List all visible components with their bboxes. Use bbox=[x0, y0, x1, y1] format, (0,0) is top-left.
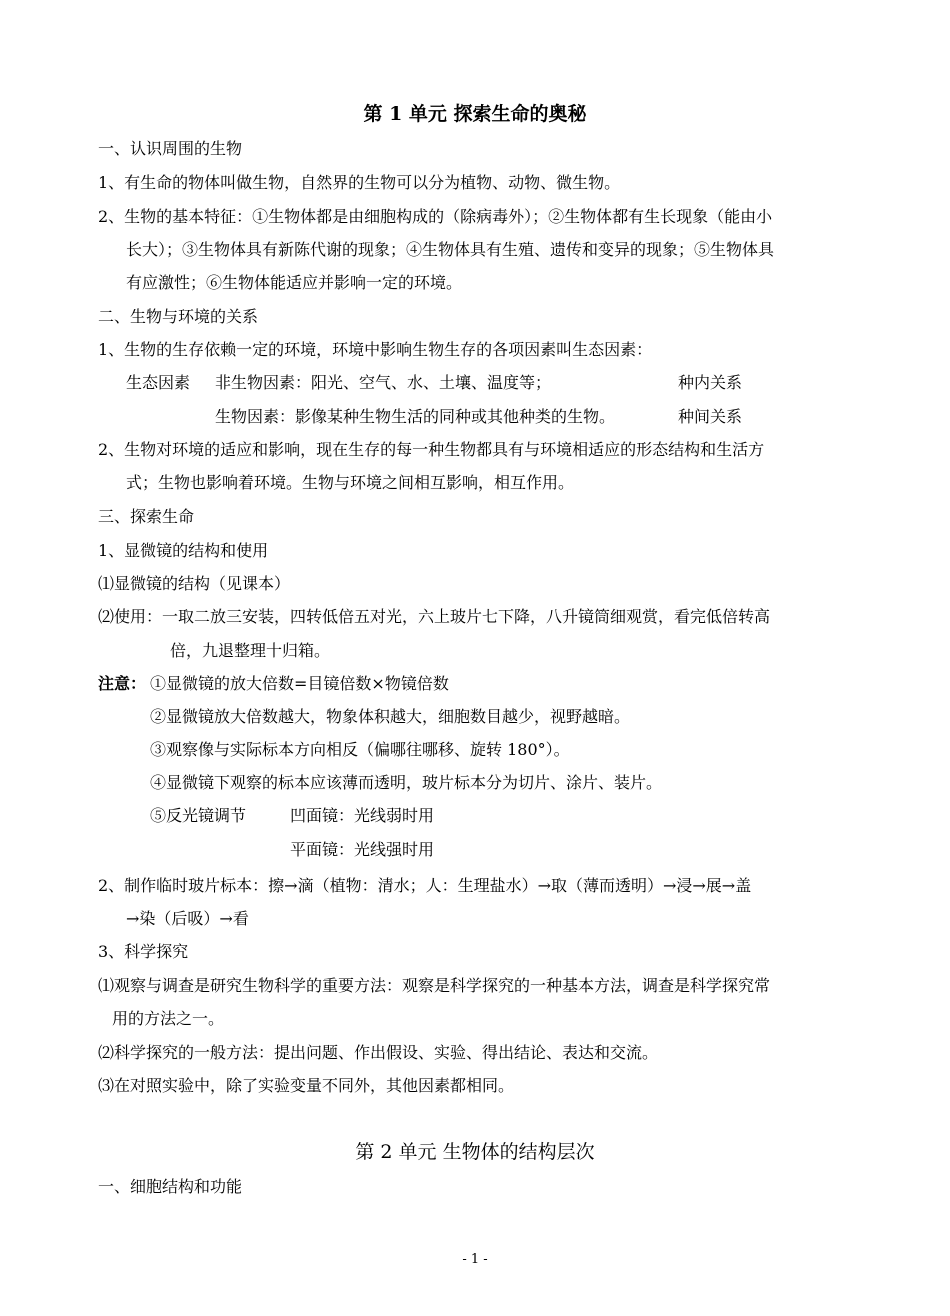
note-label: 注意： bbox=[98, 674, 147, 693]
paragraph: ⑶在对照实验中，除了实验变量不同外，其他因素都相同。 bbox=[98, 1076, 515, 1095]
paragraph: ⑵使用：一取二放三安装，四转低倍五对光，六上玻片七下降，八升镜筒细观赏，看完低倍转高 bbox=[98, 607, 771, 626]
section-heading: 二、生物与环境的关系 bbox=[98, 307, 259, 326]
intraspecific-relation: 种内关系 bbox=[678, 373, 743, 392]
paragraph: 倍，九退整理十归箱。 bbox=[170, 641, 331, 660]
paragraph: ⑴观察与调查是研究生物科学的重要方法：观察是科学探究的一种基本方法，调查是科学探究常 bbox=[98, 976, 771, 995]
note-item: ⑤反光镜调节 bbox=[150, 806, 247, 825]
paragraph: 1、生物的生存依赖一定的环境，环境中影响生物生存的各项因素叫生态因素： bbox=[98, 340, 653, 359]
note-item: ③观察像与实际标本方向相反（偏哪往哪移、旋转 180°）。 bbox=[150, 740, 570, 759]
paragraph: 3、科学探究 bbox=[98, 942, 189, 961]
paragraph: 式；生物也影响着环境。生物与环境之间相互影响，相互作用。 bbox=[126, 473, 575, 492]
paragraph: 有应激性；⑥生物体能适应并影响一定的环境。 bbox=[126, 273, 463, 292]
note-item: ②显微镜放大倍数越大，物象体积越大，细胞数目越少，视野越暗。 bbox=[150, 707, 631, 726]
unit1-title: 第 1 单元 探索生命的奥秘 bbox=[363, 103, 587, 125]
plane-mirror: 平面镜：光线强时用 bbox=[290, 840, 435, 859]
section-heading: 一、认识周围的生物 bbox=[98, 139, 243, 158]
biotic-factor: 生物因素：影像某种生物生活的同种或其他种类的生物。 bbox=[215, 407, 616, 426]
unit2-title: 第 2 单元 生物体的结构层次 bbox=[355, 1141, 595, 1163]
paragraph: 1、有生命的物体叫做生物，自然界的生物可以分为植物、动物、微生物。 bbox=[98, 173, 621, 192]
paragraph: →染（后吸）→看 bbox=[126, 909, 249, 928]
interspecific-relation: 种间关系 bbox=[678, 407, 743, 426]
paragraph: ⑵科学探究的一般方法：提出问题、作出假设、实验、得出结论、表达和交流。 bbox=[98, 1043, 659, 1062]
paragraph: 2、制作临时玻片标本：擦→滴（植物：清水；人：生理盐水）→取（薄而透明）→浸→展→盖 bbox=[98, 876, 752, 895]
paragraph: 2、生物的基本特征：①生物体都是由细胞构成的（除病毒外）；②生物体都有生长现象（能由小 bbox=[98, 207, 773, 226]
note-item: ④显微镜下观察的标本应该薄而透明，玻片标本分为切片、涂片、装片。 bbox=[150, 773, 663, 792]
note-item: ①显微镜的放大倍数=目镜倍数×物镜倍数 bbox=[150, 674, 449, 693]
section-heading: 三、探索生命 bbox=[98, 507, 195, 526]
section-heading: 一、细胞结构和功能 bbox=[98, 1177, 243, 1196]
page-number: - 1 - bbox=[462, 1252, 488, 1267]
paragraph: ⑴显微镜的结构（见课本） bbox=[98, 574, 291, 593]
abiotic-factor: 非生物因素：阳光、空气、水、土壤、温度等； bbox=[215, 373, 552, 392]
paragraph: 长大）；③生物体具有新陈代谢的现象；④生物体具有生殖、遗传和变异的现象；⑤生物体具 bbox=[126, 240, 775, 259]
paragraph: 用的方法之一。 bbox=[112, 1009, 225, 1028]
concave-mirror: 凹面镜：光线弱时用 bbox=[290, 806, 435, 825]
eco-factor-label: 生态因素 bbox=[126, 373, 191, 392]
paragraph: 2、生物对环境的适应和影响，现在生存的每一种生物都具有与环境相适应的形态结构和生活方 bbox=[98, 440, 765, 459]
paragraph: 1、显微镜的结构和使用 bbox=[98, 541, 269, 560]
